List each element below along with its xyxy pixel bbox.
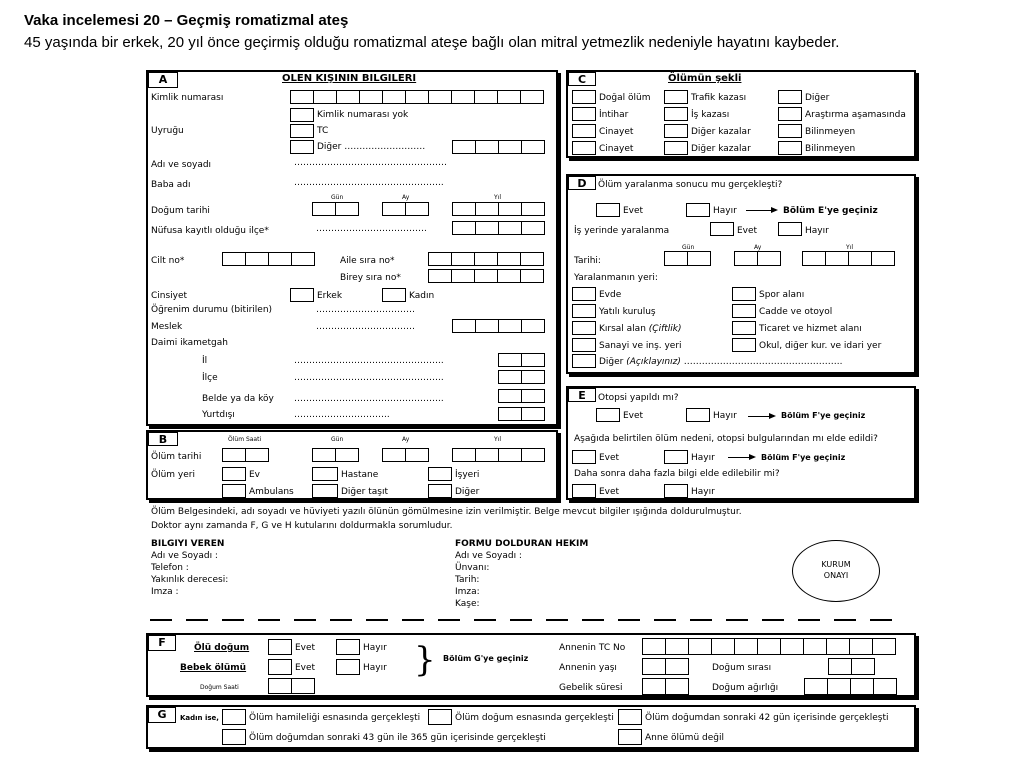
e-evet-3-label: Evet <box>599 487 620 497</box>
d-isyeri-evet-checkbox[interactable] <box>710 222 734 236</box>
ambulans-label: Ambulans <box>249 487 294 497</box>
formu-dolduran-kase[interactable]: Kaşe: <box>455 599 480 609</box>
d-arrow-icon <box>746 210 776 211</box>
formu-dolduran-unvan[interactable]: Ünvanı: <box>455 563 490 573</box>
bebek-olumu-hayir-checkbox[interactable] <box>336 659 360 675</box>
g-dogum-esnasi-label: Ölüm doğum esnasında gerçekleşti <box>455 713 614 723</box>
il-cells[interactable] <box>498 353 544 367</box>
kimlik-yok-checkbox[interactable] <box>290 108 314 122</box>
c-is-kazasi-checkbox[interactable] <box>664 107 688 121</box>
c-bilinmeyen-label: Bilinmeyen <box>805 127 856 137</box>
formu-dolduran-imza[interactable]: Imza: <box>455 587 480 597</box>
d-kirsal-note: (Çiftlik) <box>648 324 682 334</box>
diger-yer-label: Diğer <box>455 487 480 497</box>
d-sanayi-label: Sanayi ve inş. yeri <box>599 341 682 351</box>
e-question: Otopsi yapıldı mı? <box>598 393 679 403</box>
dogum-agirligi-cells[interactable] <box>804 678 896 695</box>
kadin-ise-label: Kadın ise, <box>180 714 219 722</box>
c-dogal-checkbox[interactable] <box>572 90 596 104</box>
ilce-label: İlçe <box>202 373 218 383</box>
ilce-cells[interactable] <box>498 370 544 384</box>
e-hayir-checkbox[interactable] <box>686 408 710 422</box>
uyrugu-label: Uyruğu <box>151 126 184 136</box>
bilgiyi-veren-title: BILGIYI VEREN <box>151 539 225 549</box>
formu-dolduran-adi[interactable]: Adı ve Soyadı : <box>455 551 522 561</box>
dogum-agirligi-label: Doğum ağırlığı <box>712 683 779 693</box>
olum-gun-cells[interactable] <box>312 448 358 462</box>
e-evet-checkbox[interactable] <box>596 408 620 422</box>
e-evet-3-checkbox[interactable] <box>572 484 596 498</box>
d-ticaret-label: Ticaret ve hizmet alanı <box>759 324 862 334</box>
seal-line-2: ONAYI <box>823 571 849 580</box>
belde-dots[interactable]: ………………………………………….. <box>294 394 444 404</box>
olum-ay-caption: Ay <box>402 436 410 443</box>
kadin-label: Kadın <box>409 291 435 301</box>
dogum-saati-cells[interactable] <box>268 678 314 694</box>
meslek-label: Meslek <box>151 322 183 332</box>
e-evet-label: Evet <box>623 411 644 421</box>
section-a-label: A <box>148 72 178 88</box>
baba-adi-label: Baba adı <box>151 180 191 190</box>
adi-soyadi-dots[interactable]: …………………………………………… <box>294 158 447 168</box>
nufus-cells[interactable] <box>452 221 544 235</box>
d-goto-text: Bölüm E'ye geçiniz <box>783 206 878 216</box>
d-okul-label: Okul, diğer kur. ve idari yer <box>759 341 882 351</box>
kurum-onayi-seal <box>792 540 880 602</box>
d-isyeri-evet-label: Evet <box>737 226 758 236</box>
dogum-gun-cells[interactable] <box>312 202 358 216</box>
tc-checkbox[interactable] <box>290 124 314 138</box>
section-e-label: E <box>568 388 596 402</box>
diger-uyruk-checkbox[interactable] <box>290 140 314 154</box>
e-arrow-icon <box>748 416 774 417</box>
c-intihar-checkbox[interactable] <box>572 107 596 121</box>
dogum-tarihi-label: Doğum tarihi <box>151 206 210 216</box>
olu-dogum-hayir-label: Hayır <box>363 643 387 653</box>
aile-sira-label: Aile sıra no* <box>340 256 395 266</box>
annenin-tc-cells[interactable] <box>642 638 895 655</box>
nufus-label: Nüfusa kayıtlı olduğu ilçe* <box>151 226 269 236</box>
adi-soyadi-label: Adı ve soyadı <box>151 160 212 170</box>
yurtdisi-dots[interactable]: ………………………….. <box>294 410 390 420</box>
g-anne-olumu-degil-label: Anne ölümü değil <box>645 733 724 743</box>
c-diger-kazalar-label: Diğer kazalar <box>691 127 751 137</box>
hastane-label: Hastane <box>341 470 379 480</box>
e-hayir-2-checkbox[interactable] <box>664 450 688 464</box>
formu-dolduran-title: FORMU DOLDURAN HEKIM <box>455 539 589 549</box>
meslek-cells[interactable] <box>452 319 544 333</box>
bilgiyi-veren-imza[interactable]: Imza : <box>151 587 179 597</box>
e-hayir-label: Hayır <box>713 411 737 421</box>
bebek-olumu-hayir-label: Hayır <box>363 663 387 673</box>
olum-yil-cells[interactable] <box>452 448 544 462</box>
section-g-label: G <box>148 707 176 723</box>
d-evde-label: Evde <box>599 290 622 300</box>
formu-dolduran-tarih[interactable]: Tarih: <box>455 575 480 585</box>
annenin-tc-label: Annenin TC No <box>559 643 626 653</box>
e-question-3: Daha sonra daha fazla bilgi elde edilebilir mi? <box>574 469 780 479</box>
ev-label: Ev <box>249 470 261 480</box>
gebelik-suresi-label: Gebelik süresi <box>559 683 623 693</box>
d-tarihi-label: Tarihi: <box>574 256 601 266</box>
olum-saati-caption: Ölüm Saati <box>228 436 262 443</box>
section-c-title: Ölümün şekli <box>668 73 742 84</box>
diger-uyruk-label: Diğer ……………………… <box>317 142 426 152</box>
c-intihar-label: İntihar <box>599 110 629 120</box>
section-c-label: C <box>568 72 596 86</box>
g-365-gun-label: Ölüm doğumdan sonraki 43 gün ile 365 gün içerisinde gerçekleşti <box>249 733 546 743</box>
e-goto-text: Bölüm F'ye geçiniz <box>781 411 866 420</box>
e-hayir-3-checkbox[interactable] <box>664 484 688 498</box>
d-spor-label: Spor alanı <box>759 290 805 300</box>
kimlik-label: Kimlik numarası <box>151 93 224 103</box>
section-f-label: F <box>148 635 176 651</box>
c-cinayet-2-label: Cinayet <box>599 144 634 154</box>
d-diger-note: (Açıklayınız) <box>626 357 681 367</box>
dogum-yil-caption: Yıl <box>494 194 501 201</box>
c-diger-label: Diğer <box>805 93 830 103</box>
olum-saati-cells[interactable] <box>222 448 268 462</box>
olum-gun-caption: Gün <box>331 436 344 443</box>
il-label: İl <box>202 356 208 366</box>
erkek-label: Erkek <box>317 291 343 301</box>
g-365-gun-checkbox[interactable] <box>222 729 246 745</box>
d-isyeri-hayir-label: Hayır <box>805 226 829 236</box>
dogum-sirasi-label: Doğum sırası <box>712 663 772 673</box>
section-b-label: B <box>148 432 178 446</box>
d-diger-label <box>599 357 843 367</box>
olu-dogum-evet-label: Evet <box>295 643 316 653</box>
f-goto-text: Bölüm G'ye geçiniz <box>443 654 529 663</box>
diger-tasit-checkbox[interactable] <box>312 484 338 498</box>
d-kirsal-label <box>599 324 682 334</box>
d-yatili-label: Yatılı kuruluş <box>599 307 656 317</box>
diger-uyruk-cells[interactable] <box>452 140 544 154</box>
ambulans-checkbox[interactable] <box>222 484 246 498</box>
d-ay-cells[interactable] <box>734 251 780 266</box>
diger-tasit-label: Diğer taşıt <box>341 487 389 497</box>
d-cadde-label: Cadde ve otoyol <box>759 307 833 317</box>
daimi-label: Daimi ikametgah <box>151 338 228 348</box>
d-diger-checkbox[interactable] <box>572 354 596 368</box>
c-arastirma-label: Araştırma aşamasında <box>805 110 906 120</box>
g-42-gun-checkbox[interactable] <box>618 709 642 725</box>
kimlik-cells[interactable] <box>290 90 543 104</box>
d-question: Ölüm yaralanma sonucu mu gerçekleşti? <box>598 180 783 190</box>
section-d-label: D <box>568 176 596 190</box>
ogrenim-label: Öğrenim durumu (bitirilen) <box>151 305 273 315</box>
cilt-no-cells[interactable] <box>222 252 314 266</box>
olu-dogum-hayir-checkbox[interactable] <box>336 639 360 655</box>
gebelik-suresi-cells[interactable] <box>642 678 688 695</box>
isyeri-checkbox[interactable] <box>428 467 452 481</box>
d-hayir-label: Hayır <box>713 206 737 216</box>
d-evet-checkbox[interactable] <box>596 203 620 217</box>
note-line-2: Doktor aynı zamanda F, G ve H kutularını doldurmakla sorumludur. <box>151 521 453 531</box>
bebek-olumu-evet-checkbox[interactable] <box>268 659 292 675</box>
g-anne-olumu-degil-checkbox[interactable] <box>618 729 642 745</box>
meslek-dots[interactable]: …………………………… <box>316 322 415 332</box>
c-dogal-label: Doğal ölüm <box>599 93 651 103</box>
birey-sira-cells[interactable] <box>428 269 543 283</box>
cilt-no-label: Cilt no* <box>151 256 185 266</box>
c-diger-checkbox[interactable] <box>778 90 802 104</box>
yurtdisi-label: Yurtdışı <box>202 410 235 420</box>
c-cinayet-2-checkbox[interactable] <box>572 141 596 155</box>
e-evet-2-checkbox[interactable] <box>572 450 596 464</box>
slide-subtitle: 45 yaşında bir erkek, 20 yıl önce geçirmiş olduğu romatizmal ateşe bağlı olan mitral yetmezlik nedeniyle hayatını kaybeder. <box>24 34 840 51</box>
section-a-title: OLEN KIŞININ BILGILERI <box>282 73 417 84</box>
birey-sira-label: Birey sıra no* <box>340 273 401 283</box>
d-evde-checkbox[interactable] <box>572 287 596 301</box>
d-isyeri-label: İş yerinde yaralanma <box>574 226 670 236</box>
c-diger-kazalar-2-checkbox[interactable] <box>664 141 688 155</box>
ilce-dots[interactable]: ………………………………………….. <box>294 373 444 383</box>
bilgiyi-veren-yakinlik[interactable]: Yakınlık derecesi: <box>151 575 229 585</box>
d-yil-cells[interactable] <box>802 251 894 266</box>
bebek-olumu-evet-label: Evet <box>295 663 316 673</box>
d-okul-checkbox[interactable] <box>732 338 756 352</box>
olum-ay-cells[interactable] <box>382 448 428 462</box>
seal-line-1: KURUM <box>821 560 851 569</box>
e-hayir-2-label: Hayır <box>691 453 715 463</box>
bilgiyi-veren-adi[interactable]: Adı ve Soyadı : <box>151 551 218 561</box>
brace-icon: } <box>414 640 436 680</box>
slide-title: Vaka incelemesi 20 – Geçmiş romatizmal ateş <box>24 12 349 29</box>
e-hayir-3-label: Hayır <box>691 487 715 497</box>
nufus-dots[interactable]: ………………………………. <box>316 224 427 234</box>
ogrenim-dots[interactable]: …………………………… <box>316 305 415 315</box>
note-line-1: Ölüm Belgesindeki, adı soyadı ve hüviyeti yazılı ölünün gömülmesine izin verilmiştir. Belge mevcut bilgiler ışığında doldurulmuştur. <box>151 507 742 517</box>
d-ay-caption: Ay <box>754 244 762 251</box>
dogum-ay-caption: Ay <box>402 194 410 201</box>
dogum-yil-cells[interactable] <box>452 202 544 216</box>
isyeri-label: İşyeri <box>455 470 480 480</box>
bebek-olumu-label: Bebek ölümü <box>180 663 247 673</box>
kadin-checkbox[interactable] <box>382 288 406 302</box>
d-gun-caption: Gün <box>682 244 695 251</box>
d-hayir-checkbox[interactable] <box>686 203 710 217</box>
d-isyeri-hayir-checkbox[interactable] <box>778 222 802 236</box>
ev-checkbox[interactable] <box>222 467 246 481</box>
yurtdisi-cells[interactable] <box>498 407 544 421</box>
c-trafik-label: Trafik kazası <box>691 93 747 103</box>
dogum-ay-cells[interactable] <box>382 202 428 216</box>
dogum-sirasi-cells[interactable] <box>828 658 874 675</box>
olu-dogum-label: Ölü doğum <box>194 643 250 653</box>
annenin-yasi-cells[interactable] <box>642 658 688 675</box>
d-ticaret-checkbox[interactable] <box>732 321 756 335</box>
d-yatili-checkbox[interactable] <box>572 304 596 318</box>
d-diger-text: Diğer <box>599 357 624 367</box>
olum-yeri-label: Ölüm yeri <box>151 470 195 480</box>
bilgiyi-veren-telefon[interactable]: Telefon : <box>151 563 189 573</box>
d-evet-label: Evet <box>623 206 644 216</box>
olum-tarihi-label: Ölüm tarihi <box>151 452 202 462</box>
baba-adi-dots[interactable]: ………………………………………….. <box>294 178 444 188</box>
c-is-kazasi-label: İş kazası <box>691 110 730 120</box>
g-dogum-esnasi-checkbox[interactable] <box>428 709 452 725</box>
d-kirsal-text: Kırsal alan <box>599 324 646 334</box>
g-hamilelik-checkbox[interactable] <box>222 709 246 725</box>
e-goto-2-text: Bölüm F'ye geçiniz <box>761 453 846 462</box>
belde-label: Belde ya da köy <box>202 394 274 404</box>
g-hamilelik-label: Ölüm hamileliği esnasında gerçekleşti <box>249 713 421 723</box>
c-trafik-checkbox[interactable] <box>664 90 688 104</box>
d-spor-checkbox[interactable] <box>732 287 756 301</box>
c-diger-kazalar-2-label: Diğer kazalar <box>691 144 751 154</box>
d-yil-caption: Yıl <box>846 244 853 251</box>
d-kirsal-checkbox[interactable] <box>572 321 596 335</box>
d-diger-dots[interactable]: …………………………………………….. <box>683 357 843 367</box>
c-cinayet-checkbox[interactable] <box>572 124 596 138</box>
olum-yil-caption: Yıl <box>494 436 501 443</box>
cinsiyet-label: Cinsiyet <box>151 291 188 301</box>
d-gun-cells[interactable] <box>664 251 710 266</box>
olu-dogum-evet-checkbox[interactable] <box>268 639 292 655</box>
g-42-gun-label: Ölüm doğumdan sonraki 42 gün içerisinde gerçekleşti <box>645 713 889 723</box>
hastane-checkbox[interactable] <box>312 467 338 481</box>
diger-yer-checkbox[interactable] <box>428 484 452 498</box>
belde-cells[interactable] <box>498 389 544 403</box>
dogum-saati-caption: Doğum Saati <box>200 684 239 691</box>
c-bilinmeyen-2-label: Bilinmeyen <box>805 144 856 154</box>
kimlik-yok-label: Kimlik numarası yok <box>317 110 409 120</box>
aile-sira-cells[interactable] <box>428 252 543 266</box>
c-cinayet-label: Cinayet <box>599 127 634 137</box>
erkek-checkbox[interactable] <box>290 288 314 302</box>
e-arrow-2-icon <box>728 457 754 458</box>
d-sanayi-checkbox[interactable] <box>572 338 596 352</box>
e-evet-2-label: Evet <box>599 453 620 463</box>
tc-label: TC <box>317 126 329 136</box>
annenin-yasi-label: Annenin yaşı <box>559 663 617 673</box>
d-yeri-label: Yaralanmanın yeri: <box>574 273 658 283</box>
c-arastirma-checkbox[interactable] <box>778 107 802 121</box>
c-bilinmeyen-checkbox[interactable] <box>778 124 802 138</box>
c-diger-kazalar-checkbox[interactable] <box>664 124 688 138</box>
il-dots[interactable]: ………………………………………….. <box>294 356 444 366</box>
c-bilinmeyen-2-checkbox[interactable] <box>778 141 802 155</box>
d-cadde-checkbox[interactable] <box>732 304 756 318</box>
e-question-2: Aşağıda belirtilen ölüm nedeni, otopsi bulgularından mı elde edildi? <box>574 434 878 444</box>
dogum-gun-caption: Gün <box>331 194 344 201</box>
